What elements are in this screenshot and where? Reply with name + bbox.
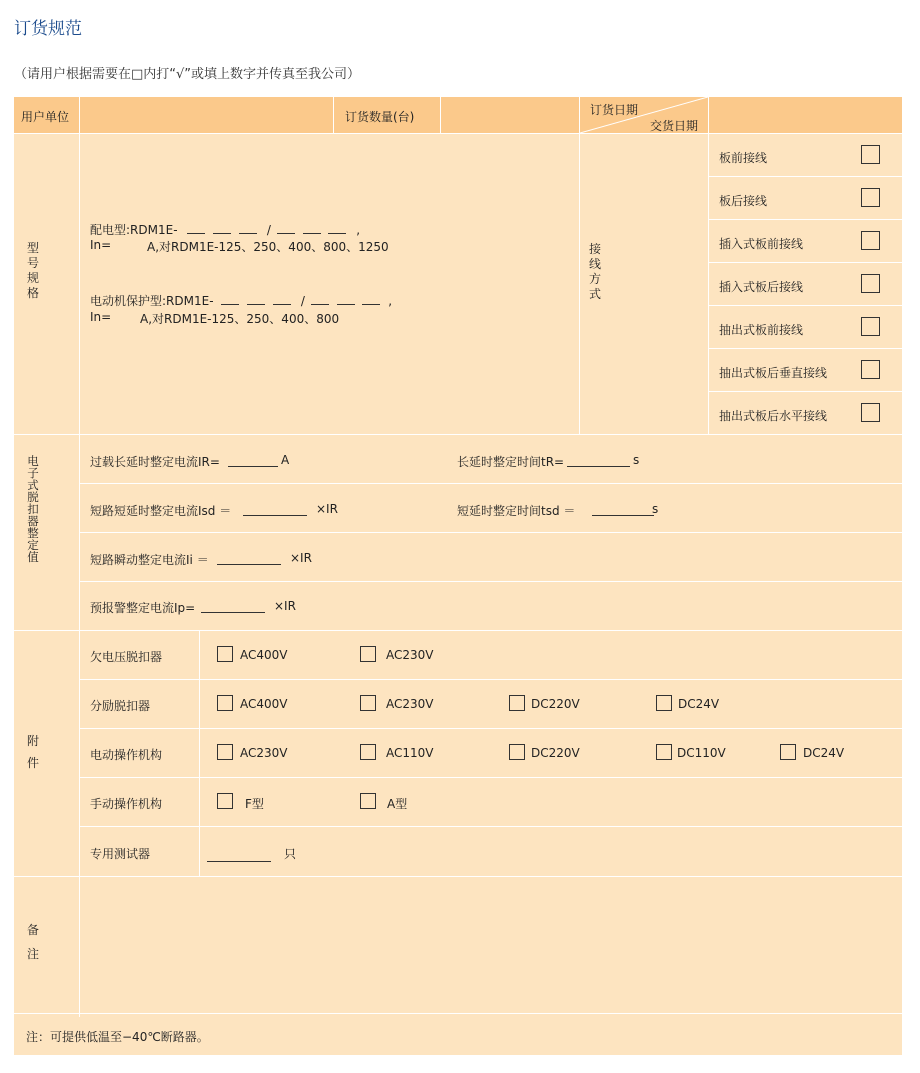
option-label: F型 [245,797,264,811]
user-unit-label: 用户单位 [21,110,70,124]
long-delay-label: 长延时整定时间tR= [457,455,565,469]
wiring-checkbox-plugin-rear[interactable] [861,274,880,293]
footnote: 注：可提供低温至−40℃断路器。 [26,1030,209,1044]
option-label: AC230V [240,746,288,760]
wiring-option-label: 抽出式板后垂直接线 [719,366,828,380]
wiring-checkbox-drawout-rear-vertical[interactable] [861,360,880,379]
instant-unit: ×IR [290,551,312,565]
date-field[interactable] [709,97,902,133]
option-label: DC24V [678,697,720,711]
undervoltage-ac230v-checkbox[interactable] [360,646,376,662]
wiring-option-label: 板前接线 [719,151,768,165]
wiring-option-label: 抽出式板前接线 [719,323,804,337]
remarks-field[interactable] [80,877,902,1013]
accessory-name: 分励脱扣器 [90,699,151,713]
order-form [14,97,902,1055]
motor-op-ac110v-checkbox[interactable] [360,744,376,760]
accessory-name: 欠电压脱扣器 [90,650,163,664]
dist-in-suffix: A,对RDM1E-125、250、400、800、1250 [147,240,389,254]
option-label: AC110V [386,746,434,760]
dist-blank-4[interactable] [277,221,295,234]
wiring-checkbox-drawout-rear-horizontal[interactable] [861,403,880,422]
dist-blank-6[interactable] [328,221,346,234]
option-label: A型 [387,797,408,811]
short-delay-label: 短延时整定时间tsd ＝ [457,504,576,518]
order-date-label: 订货日期 [590,103,639,117]
wiring-checkbox-rear[interactable] [861,188,880,207]
user-unit-field[interactable] [80,97,333,133]
option-label: AC230V [386,648,434,662]
instructions: （请用户根据需要在□内打“√”或填上数字并传真至我公司） [14,67,361,82]
option-label: AC400V [240,648,288,662]
motor-op-dc220v-checkbox[interactable] [509,744,525,760]
short-circuit-field[interactable] [243,515,307,516]
wiring-option-label: 抽出式板后水平接线 [719,409,828,423]
alarm-unit: ×IR [274,599,296,613]
motor-in-field[interactable] [111,308,139,324]
long-delay-unit: s [633,453,640,467]
motor-in-prefix: In= [90,310,112,324]
page-title: 订货规范 [14,19,82,39]
dist-type-label: 配电型:RDM1E- / , [90,223,361,237]
tester-qty-field[interactable] [207,861,271,862]
motor-blank-5[interactable] [337,292,355,305]
option-label: DC220V [531,697,580,711]
remarks-label: 备注 [26,923,39,961]
shunt-ac400v-checkbox[interactable] [217,695,233,711]
shunt-ac230v-checkbox[interactable] [360,695,376,711]
alarm-label: 预报警整定电流Ip= [90,601,196,615]
order-qty-field[interactable] [441,97,580,133]
motor-blank-2[interactable] [247,292,265,305]
tester-unit: 只 [284,847,297,861]
option-label: DC110V [677,746,726,760]
motor-op-dc24v-checkbox[interactable] [780,744,796,760]
wiring-label: 接线方式 [588,242,601,301]
wiring-checkbox-drawout-front[interactable] [861,317,880,336]
motor-in-suffix: A,对RDM1E-125、250、400、800 [140,312,340,326]
order-qty-label: 订货数量(台) [345,110,415,124]
wiring-option-label: 插入式板前接线 [719,237,804,251]
dist-in-field[interactable] [111,236,145,252]
option-label: AC400V [240,697,288,711]
dist-blank-2[interactable] [213,221,231,234]
overload-label: 过载长延时整定电流IR= [90,455,220,469]
wiring-checkbox-plugin-front[interactable] [861,231,880,250]
instant-field[interactable] [217,564,281,565]
motor-type-label: 电动机保护型:RDM1E- / , [90,294,393,308]
accessories-label: 附件 [26,734,39,770]
overload-field[interactable] [228,466,278,467]
undervoltage-ac400v-checkbox[interactable] [217,646,233,662]
short-delay-unit: s [652,502,659,516]
trip-unit-label: 电子式脱扣器整定值 [27,454,39,564]
shunt-dc220v-checkbox[interactable] [509,695,525,711]
manual-op-a-checkbox[interactable] [360,793,376,809]
short-circuit-label: 短路短延时整定电流Isd ＝ [90,504,232,518]
short-circuit-unit: ×IR [316,502,338,516]
diagonal-divider [580,97,708,133]
option-label: AC230V [386,697,434,711]
instant-label: 短路瞬动整定电流Ii ＝ [90,553,209,567]
tester-label: 专用测试器 [90,847,151,861]
delivery-date-label: 交货日期 [650,119,699,133]
dist-blank-3[interactable] [239,221,257,234]
motor-blank-6[interactable] [362,292,380,305]
option-label: DC24V [803,746,845,760]
dist-in-prefix: In= [90,238,112,252]
motor-blank-1[interactable] [221,292,239,305]
manual-op-f-checkbox[interactable] [217,793,233,809]
accessory-name: 手动操作机构 [90,797,163,811]
wiring-option-label: 板后接线 [719,194,768,208]
wiring-option-label: 插入式板后接线 [719,280,804,294]
accessory-name: 电动操作机构 [90,748,163,762]
motor-op-dc110v-checkbox[interactable] [656,744,672,760]
alarm-field[interactable] [201,612,265,613]
dist-blank-5[interactable] [303,221,321,234]
motor-blank-4[interactable] [311,292,329,305]
spec-label: 型号规格 [26,241,39,300]
shunt-dc24v-checkbox[interactable] [656,695,672,711]
wiring-checkbox-front[interactable] [861,145,880,164]
motor-blank-3[interactable] [273,292,291,305]
long-delay-field[interactable] [567,466,630,467]
overload-unit: A [281,453,290,467]
short-delay-field[interactable] [592,515,654,516]
option-label: DC220V [531,746,580,760]
dist-blank-1[interactable] [187,221,205,234]
motor-op-ac230v-checkbox[interactable] [217,744,233,760]
